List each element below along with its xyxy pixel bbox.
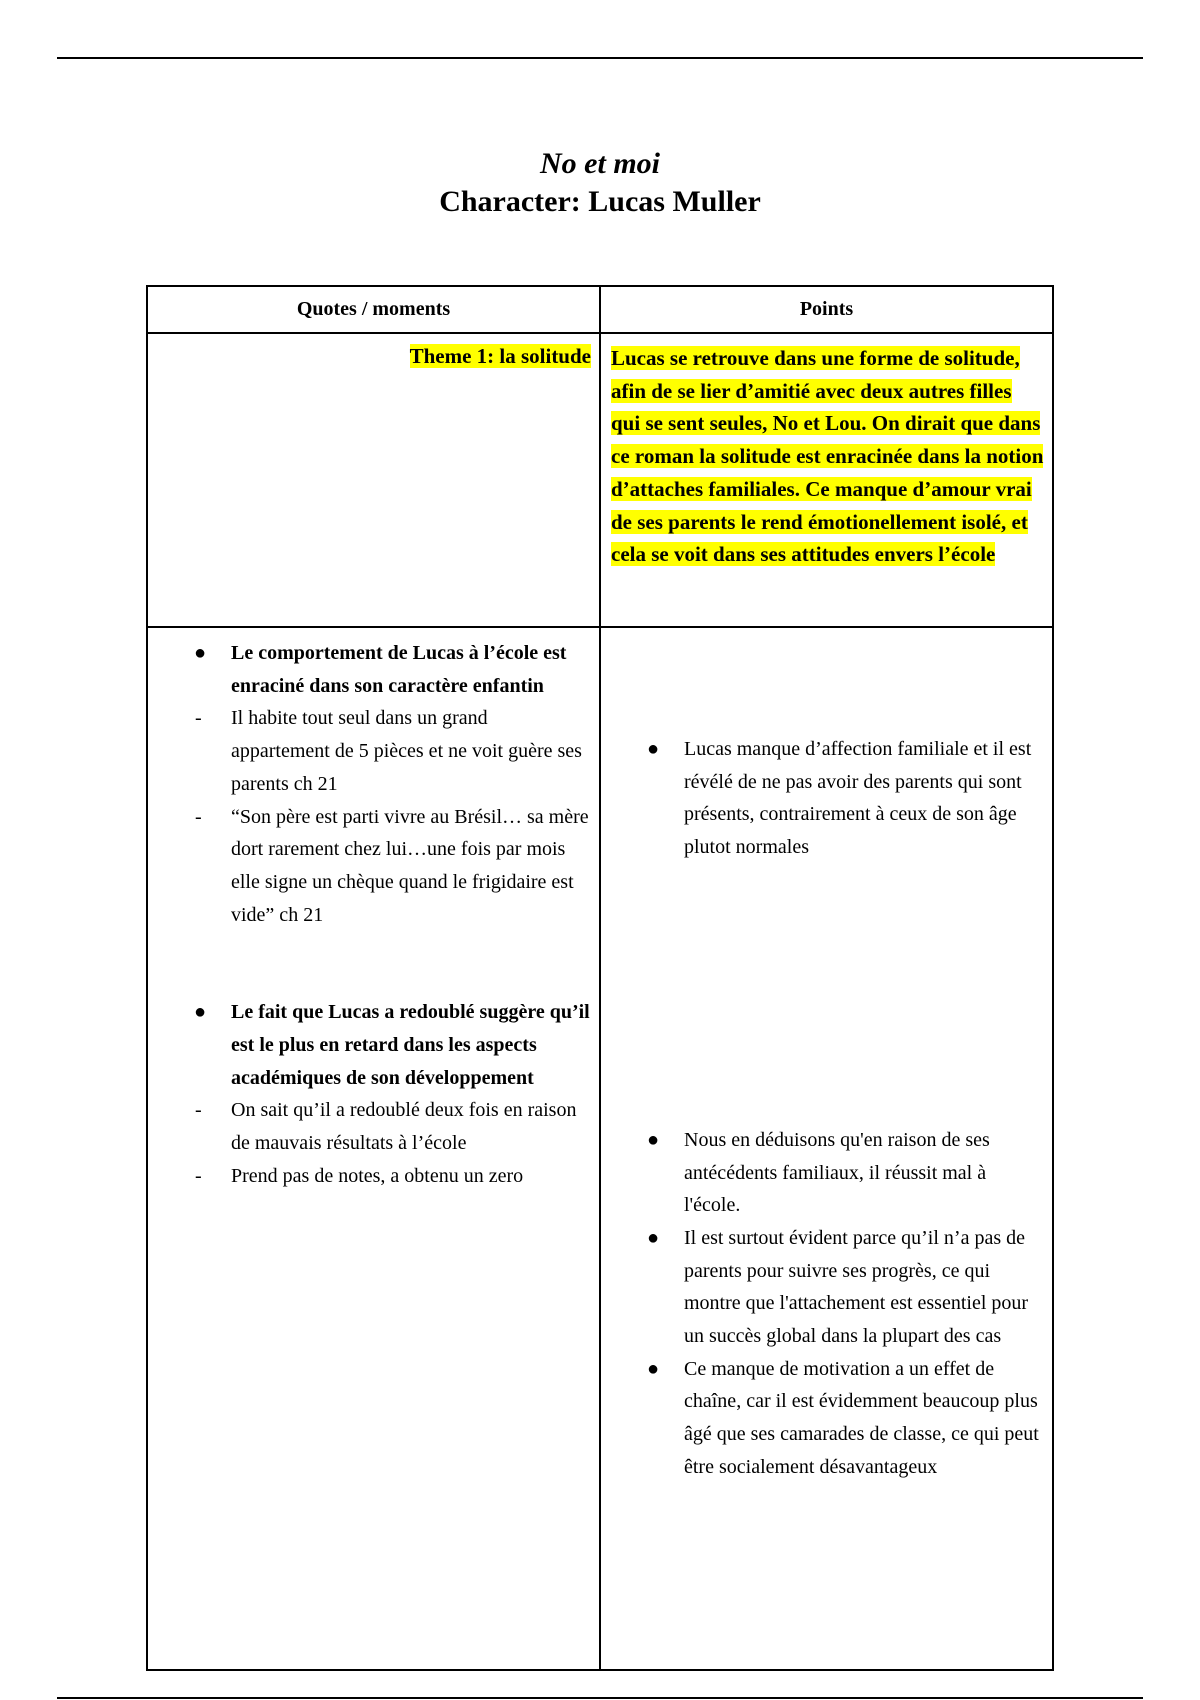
dash-icon: - [195, 805, 202, 828]
list-item [601, 1353, 1052, 1484]
theme-text-cell [600, 333, 1053, 627]
quote-text: Il habite tout seul dans un grand appartement de 5 pièces et ne voit guère ses parents ch 21 [231, 707, 582, 795]
column-header-quotes: Quotes / moments [147, 286, 600, 333]
quote-heading: Le comportement de Lucas à l’école est enraciné dans son caractère enfantin [231, 642, 567, 697]
bullet-icon: ● [647, 1357, 660, 1380]
spacer [601, 864, 1052, 1124]
bullet-icon: ● [194, 1001, 207, 1024]
point-text: Ce manque de motivation a un effet de chaîne, car il est évidemment beaucoup plus âgé que ses camarades de classe, ce qui peut être socialement désavantageux [684, 1357, 1039, 1478]
point-text: Il est surtout évident parce qu’il n’a pas de parents pour suivre ses progrès, ce qui montre que l'attachement est essentiel pour un succès global dans la plupart des cas [684, 1226, 1029, 1348]
quotes-cell [147, 627, 600, 1670]
list-item [601, 1222, 1052, 1353]
list-item [148, 702, 599, 800]
table-row [147, 333, 1053, 627]
title-block [0, 145, 1200, 221]
points-list-2 [601, 1124, 1052, 1484]
points-list-1 [601, 733, 1052, 864]
theme-label-cell [147, 333, 600, 627]
table-row [147, 627, 1053, 1670]
theme-text: Lucas se retrouve dans une forme de solitude, afin de se lier d’amitié avec deux autres filles qui se sent seules, No et Lou. On dirait que dans ce roman la solitude est enracinée dans la notion d’attaches familiales. Ce manque d’amour vrai de ses parents le rend émotionellement isolé, et cela se voit dans ses attitudes envers l’école [611, 346, 1044, 567]
character-table [146, 285, 1054, 1671]
bottom-rule [57, 1697, 1143, 1699]
quote-heading: Le fait que Lucas a redoublé suggère qu’il est le plus en retard dans les aspects académiques de son développement [231, 1001, 590, 1089]
list-item [601, 1124, 1052, 1222]
document-title: No et moi [540, 147, 660, 180]
quotes-list-2 [148, 996, 599, 1192]
column-header-points: Points [600, 286, 1053, 333]
bullet-icon: ● [194, 642, 207, 664]
top-rule [57, 57, 1143, 59]
document-subtitle: Character: Lucas Muller [439, 185, 761, 218]
list-item [148, 996, 599, 1094]
point-text: Nous en déduisons qu'en raison de ses antécédents familiaux, il réussit mal à l'école. [684, 1128, 990, 1217]
point-text: Lucas manque d’affection familiale et il est révélé de ne pas avoir des parents qui sont présents, contrairement à ceux de son âge plutot normales [684, 738, 1032, 859]
quotes-list-1 [148, 637, 599, 931]
list-item [148, 1160, 599, 1193]
dash-icon: - [195, 1099, 202, 1122]
dash-icon: - [195, 707, 202, 730]
bullet-icon: ● [647, 738, 660, 760]
dash-icon: - [195, 1164, 202, 1187]
table-header-row [147, 286, 1053, 333]
spacer [148, 931, 599, 996]
quote-text: Prend pas de notes, a obtenu un zero [231, 1164, 524, 1187]
bullet-icon: ● [647, 1128, 660, 1151]
list-item [148, 637, 599, 702]
points-cell [600, 627, 1053, 1670]
quote-text: “Son père est parti vivre au Brésil… sa mère dort rarement chez lui…une fois par mois elle signe un chèque quand le frigidaire est vide” ch 21 [231, 805, 589, 926]
quote-text: On sait qu’il a redoublé deux fois en raison de mauvais résultats à l’école [231, 1099, 577, 1155]
bullet-icon: ● [647, 1226, 660, 1249]
list-item [148, 801, 599, 932]
list-item [148, 1094, 599, 1159]
theme-label: Theme 1: la solitude [409, 344, 591, 368]
list-item [601, 733, 1052, 864]
